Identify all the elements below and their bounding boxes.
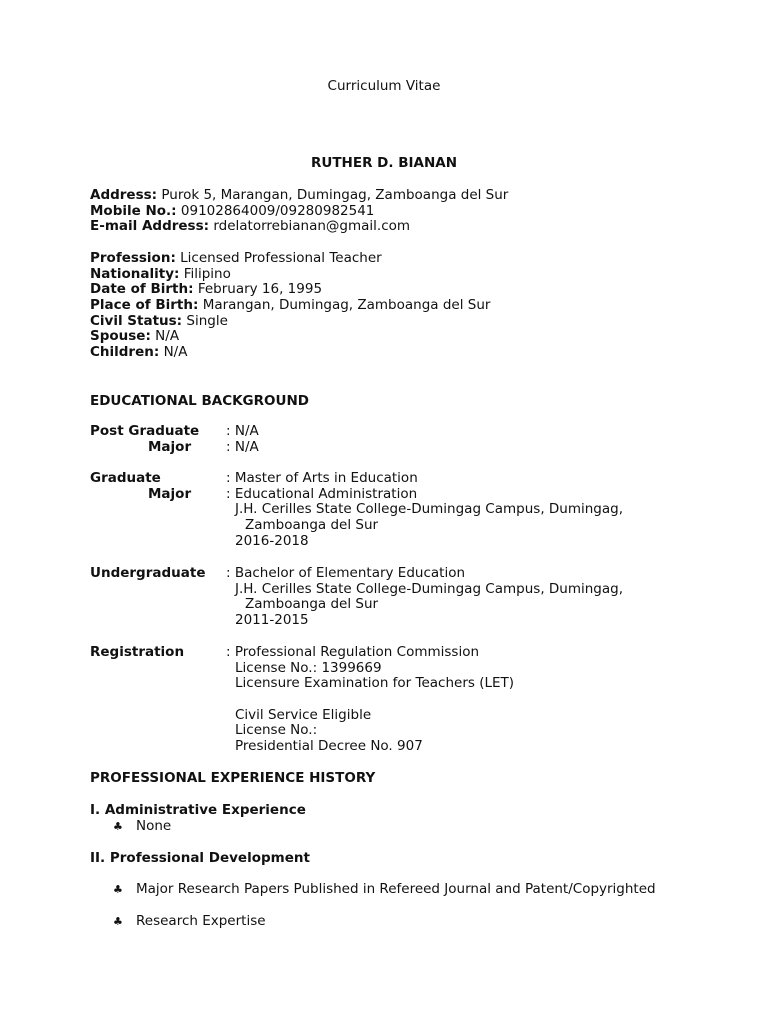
personal-birth-date: Date of Birth: February 16, 1995 [90, 281, 323, 298]
graduate-years: 2016-2018 [235, 532, 309, 549]
personal-birth-place: Place of Birth: Marangan, Dumingag, Zamboanga del Sur [90, 297, 491, 314]
personal-profession: Profession: Licensed Professional Teacher [90, 250, 382, 266]
personal-civil-status: Civil Status: Single [90, 312, 228, 329]
list-item: ♣ Research Expertise [113, 913, 266, 929]
contact-section [90, 188, 508, 235]
undergraduate-degree: : Bachelor of Elementary Education [226, 565, 466, 581]
undergraduate-school-location: Zamboanga del Sur [245, 596, 379, 613]
post-graduate-value: : N/A [226, 423, 259, 439]
post-graduate-major-value: : N/A [226, 438, 259, 455]
experience-heading: PROFESSIONAL EXPERIENCE HISTORY [90, 770, 376, 786]
contact-address: Address: Purok 5, Marangan, Dumingag, Zamboanga del Sur [90, 187, 509, 203]
club-bullet-icon: ♣ [113, 915, 123, 928]
post-graduate-major-label: Major [148, 438, 192, 455]
document-title: Curriculum Vitae [327, 78, 441, 94]
registration-entry [90, 645, 690, 755]
graduate-school: J.H. Cerilles State College-Dumingag Campus, Dumingag, [235, 501, 624, 518]
club-bullet-icon: ♣ [113, 883, 123, 896]
graduate-degree: : Master of Arts in Education [226, 470, 418, 486]
personal-spouse: Spouse: N/A [90, 328, 180, 345]
personal-children: Children: N/A [90, 344, 188, 361]
registration-exam: Licensure Examination for Teachers (LET) [235, 675, 515, 692]
undergraduate-entry [90, 566, 690, 629]
graduate-school-location: Zamboanga del Sur [245, 517, 379, 534]
civil-service-license: License No.: [235, 722, 318, 739]
undergraduate-years: 2011-2015 [235, 612, 309, 629]
education-heading: EDUCATIONAL BACKGROUND [90, 393, 309, 409]
contact-email: E-mail Address: rdelatorrebianan@gmail.com [90, 218, 411, 235]
graduate-entry [90, 471, 690, 549]
post-graduate-entry [90, 424, 690, 455]
registration-body: : Professional Regulation Commission [226, 644, 480, 660]
graduate-label: Graduate [90, 470, 161, 486]
professional-development-heading: II. Professional Development [90, 850, 310, 866]
graduate-major-label: Major [148, 485, 192, 502]
administrative-experience-heading: I. Administrative Experience [90, 802, 306, 818]
undergraduate-school: J.H. Cerilles State College-Dumingag Campus, Dumingag, [235, 580, 624, 597]
civil-service-eligibility: Civil Service Eligible [235, 706, 372, 723]
personal-nationality: Nationality: Filipino [90, 265, 231, 282]
list-item: ♣ Major Research Papers Published in Refereed Journal and Patent/Copyrighted [113, 881, 656, 897]
graduate-major-value: : Educational Administration [226, 485, 418, 502]
club-bullet-icon: ♣ [113, 820, 123, 833]
applicant-name: RUTHER D. BIANAN [310, 155, 458, 171]
post-graduate-label: Post Graduate [90, 423, 200, 439]
undergraduate-label: Undergraduate [90, 565, 206, 581]
civil-service-decree: Presidential Decree No. 907 [235, 738, 423, 755]
list-item: ♣ None [113, 818, 172, 834]
registration-label: Registration [90, 644, 185, 660]
registration-license: License No.: 1399669 [235, 659, 382, 676]
personal-section [90, 251, 490, 361]
contact-mobile: Mobile No.: 09102864009/09280982541 [90, 202, 375, 219]
